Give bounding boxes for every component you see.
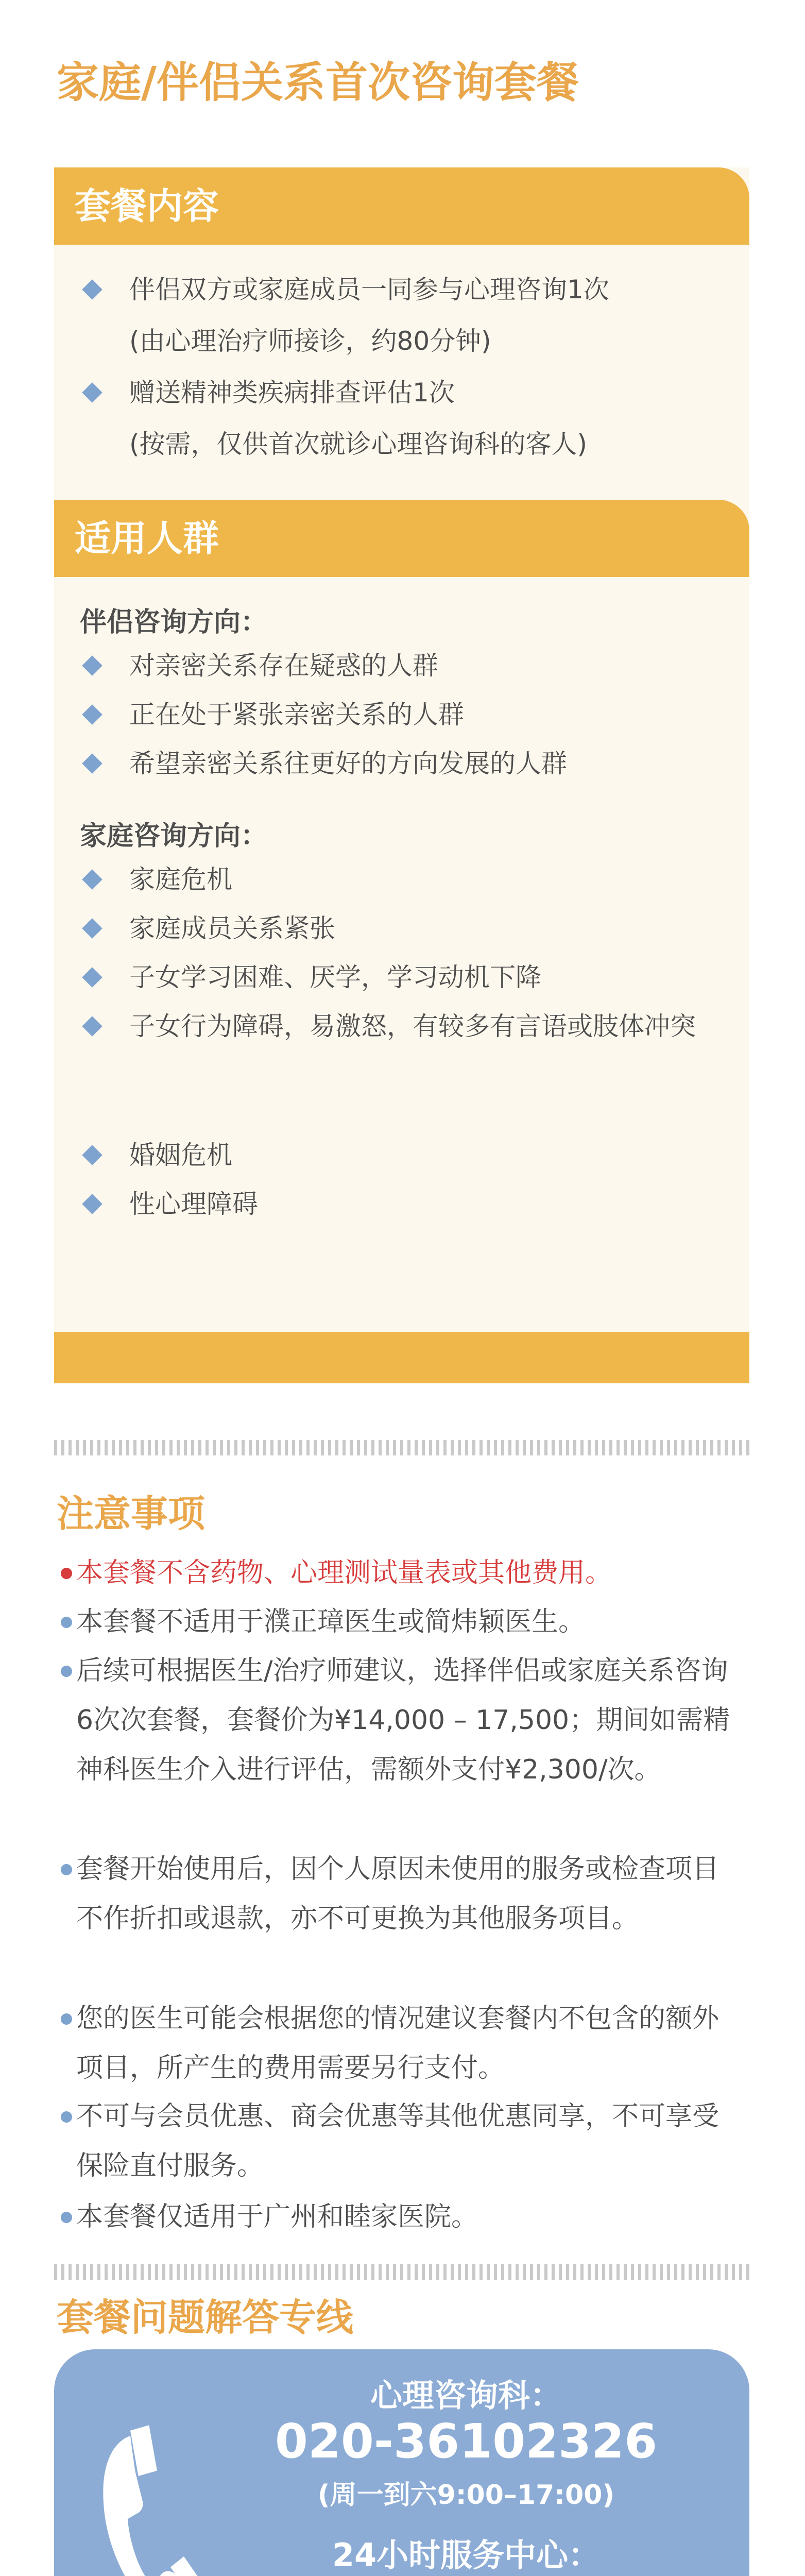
dept-hours: (周一到六9:00–17:00) — [317, 2480, 615, 2511]
package-heading: 套餐内容 — [54, 167, 749, 245]
bullet-dot — [61, 2111, 72, 2123]
couple-item: 正在处于紧张亲密关系的人群 — [85, 698, 464, 731]
card-footer-bar — [54, 1332, 749, 1383]
couple-item: 对亲密关系存在疑惑的人群 — [85, 649, 438, 682]
dept-phone[interactable]: 020-36102326 — [275, 2414, 658, 2469]
audience-heading: 适用人群 — [54, 500, 749, 577]
family-title: 家庭咨询方向： — [80, 821, 268, 852]
hotline-heading: 套餐问题解答专线 — [57, 2296, 354, 2339]
package-item: 赠送精神类疾病排查评估1次 (按需，仅供首次就诊心理咨询科的客人) — [85, 376, 587, 461]
divider — [54, 1440, 749, 1455]
bullet-dot — [61, 1617, 72, 1628]
page-title: 家庭/伴侣关系首次咨询套餐 — [57, 58, 579, 107]
divider — [54, 2264, 749, 2280]
center-label: 24小时服务中心： — [332, 2536, 601, 2574]
note-item: 不可与会员优惠、商会优惠等其他优惠同享，不可享受保险直付服务。 — [61, 2092, 741, 2191]
bullet-dot — [61, 1864, 72, 1875]
hotline-card — [54, 2349, 749, 2576]
couple-title: 伴侣咨询方向： — [80, 607, 268, 638]
family-item: 婚姻危机 — [85, 1139, 232, 1172]
phone-icon — [90, 2421, 224, 2576]
couple-item: 希望亲密关系往更好的方向发展的人群 — [85, 747, 567, 780]
family-item: 子女学习困难、厌学，学习动机下降 — [85, 961, 541, 994]
bullet-dot — [61, 2013, 72, 2025]
note-item: 本套餐仅适用于广州和睦家医院。 — [61, 2192, 741, 2242]
family-item: 家庭危机 — [85, 863, 232, 896]
note-item: 后续可根据医生/治疗师建议，选择伴侣或家庭关系咨询6次次套餐，套餐价为¥14,000 – 17,500；期间如需精神科医生介入进行评估，需额外支付¥2,300/次。 — [61, 1646, 741, 1794]
note-item: 本套餐不含药物、心理测试量表或其他费用。 — [61, 1548, 741, 1598]
bullet-dot — [61, 1568, 72, 1579]
note-item: 您的医生可能会根据您的情况建议套餐内不包含的额外项目，所产生的费用需要另行支付。 — [61, 1994, 741, 2093]
family-item: 子女行为障碍，易激怒，有较多有言语或肢体冲突 — [85, 1010, 703, 1052]
family-item: 性心理障碍 — [85, 1188, 258, 1221]
note-item: 套餐开始使用后，因个人原因未使用的服务或检查项目不作折扣或退款，亦不可更换为其他服务项目。 — [61, 1844, 741, 1943]
family-item: 家庭成员关系紧张 — [85, 912, 335, 945]
dept-label: 心理咨询科： — [370, 2377, 562, 2414]
note-item: 本套餐不适用于濮正璋医生或简炜颖医生。 — [61, 1597, 741, 1647]
package-item: 伴侣双方或家庭成员一同参与心理咨询1次 (由心理治疗师接诊，约80分钟) — [85, 273, 609, 358]
bullet-dot — [61, 2212, 72, 2223]
bullet-dot — [61, 1666, 72, 1677]
notes-heading: 注意事项 — [57, 1492, 205, 1535]
package-card — [54, 167, 749, 1383]
